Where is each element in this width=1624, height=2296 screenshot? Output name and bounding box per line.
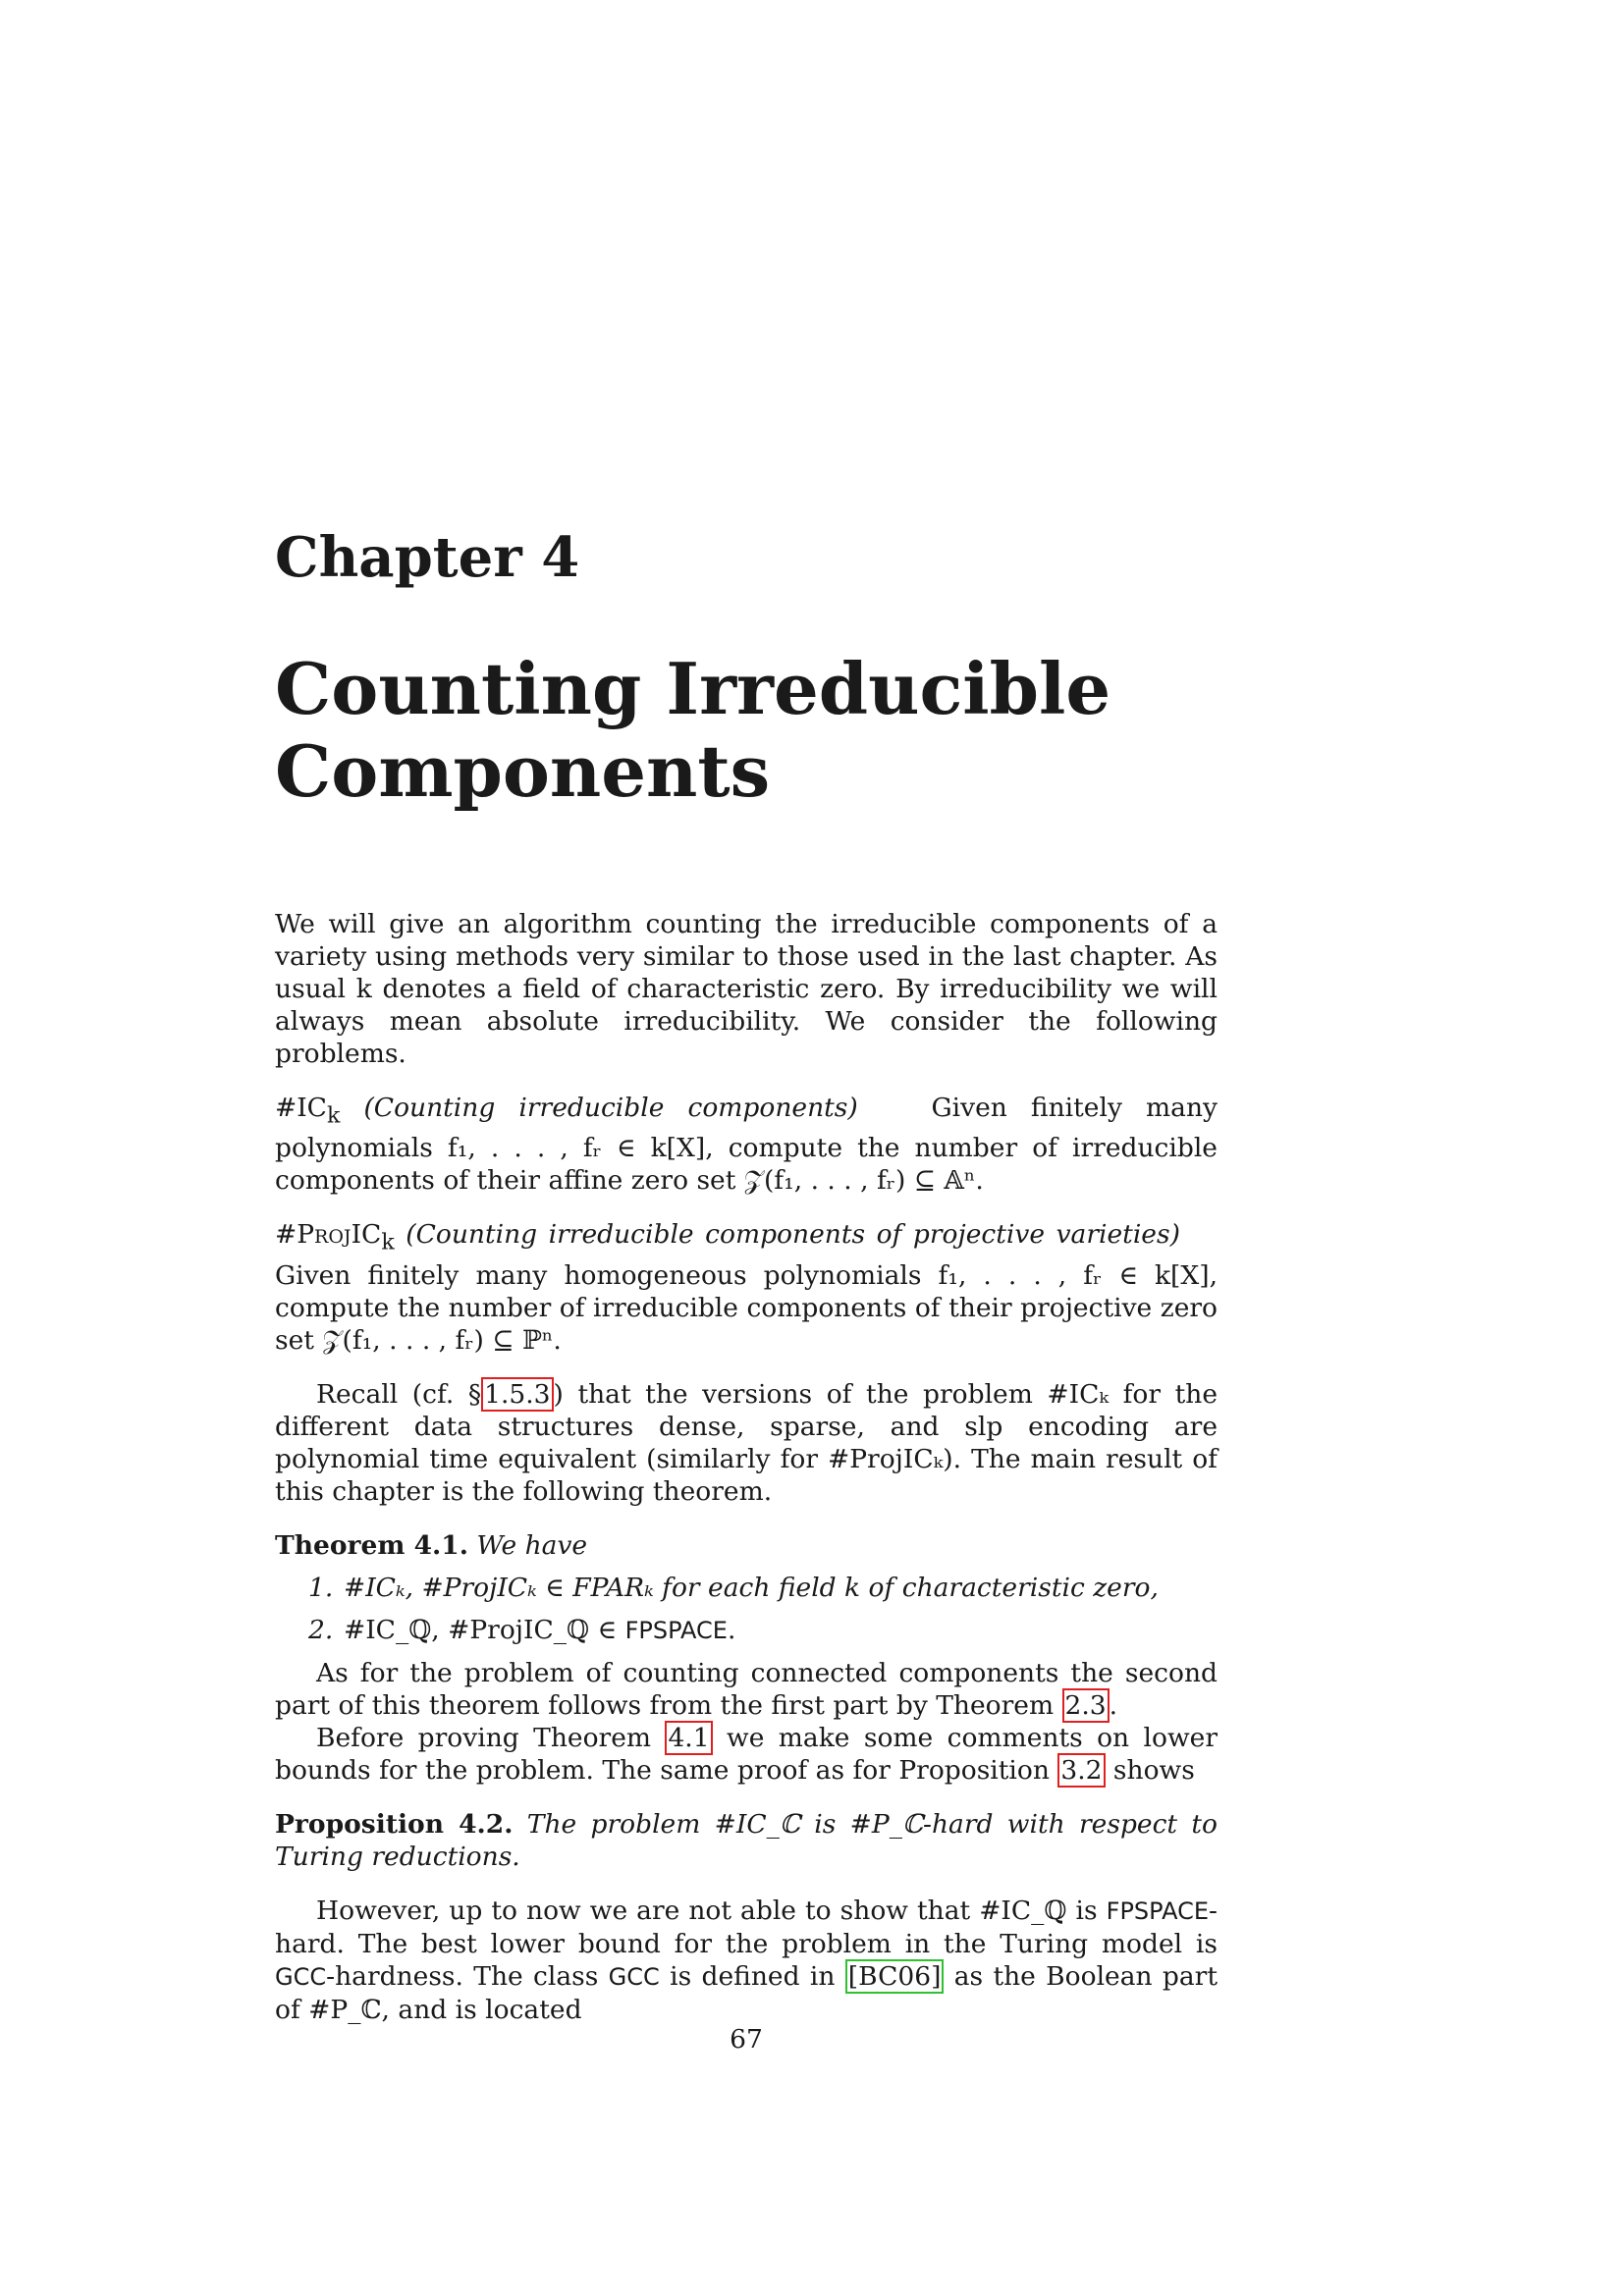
theorem-4-1 xyxy=(275,1529,1218,1562)
theorem-item-2: 2. #IC_ℚ, #ProjIC_ℚ ∈ FPSPACE. xyxy=(308,1614,736,1645)
intro-paragraph: We will give an algorithm counting the irreducible components of a variety using methods very similar to those used in the last chapter. As usual k denotes a field of characteristic zero. By irreducibility we will always mean absolute irreducibility. We consider the following problems. xyxy=(275,909,1218,1069)
problem-projic-text: Given finitely many homogeneous polynomials f₁, . . . , fᵣ ∈ k[X], compute the number of irreducible components of their projective zero set 𝒵(f₁, . . . , fᵣ) ⊆ ℙⁿ. xyxy=(275,1259,1218,1356)
section-ref-link[interactable]: 1.5.3 xyxy=(481,1377,553,1412)
chapter-title-line1: Counting Irreducible xyxy=(275,647,1111,730)
problem-ic xyxy=(275,1092,1218,1197)
problem-ic-name: $\#IC_k$ xyxy=(275,1093,341,1129)
theorem-4-1-link[interactable]: 4.1 xyxy=(665,1721,712,1755)
chapter-title xyxy=(275,648,1218,813)
citation-bc06-link[interactable]: [BC06] xyxy=(845,1959,945,1994)
recall-paragraph: Recall (cf. § 1.5.3 ) that the versions of the problem #ICₖ for the different data structures dense, sparse, and slp encoding are polynomial time equivalent (similarly for #ProjICₖ). The main result of this chapter is the following theorem. xyxy=(275,1378,1218,1507)
final-paragraph: However, up to now we are not able to show that #IC_ℚ is FPSPACE-hard. The best lower bound for the problem in the Turing model is GCC-hardness. The class GCC is defined in [BC06] as the Boolean part of #P_ℂ, and is located xyxy=(275,1895,1218,2025)
chapter-title-line2: Components xyxy=(275,729,771,813)
proposition-4-2 xyxy=(275,1808,1218,1873)
proposition-label: Proposition 4.2. xyxy=(275,1808,514,1840)
problem-projic-name: #ProjIC$_k$ xyxy=(275,1219,395,1255)
theorem-intro: We have xyxy=(476,1529,588,1561)
paragraph-before-proposition: Before proving Theorem 4.1 we make some comments on lower bounds for the problem. The same proof as for Proposition 3.2 shows xyxy=(275,1722,1218,1786)
theorem-label: Theorem 4.1. xyxy=(275,1529,468,1561)
problem-ic-text: Given finitely many polynomials f₁, . . . , fᵣ ∈ k[X], compute the number of irreducible components of their affine zero set 𝒵(f₁, . . . , fᵣ) ⊆ 𝔸ⁿ. xyxy=(275,1093,1218,1197)
theorem-item-1: 1. #ICₖ, #ProjICₖ ∈ FPARₖ for each field k of characteristic zero, xyxy=(308,1572,1159,1603)
problem-projic xyxy=(275,1218,1218,1356)
body-text xyxy=(275,908,1218,2026)
page-number: 67 xyxy=(730,2024,763,2055)
chapter-label: Chapter 4 xyxy=(275,525,580,590)
theorem-2-3-link[interactable]: 2.3 xyxy=(1062,1688,1110,1723)
proposition-3-2-link[interactable]: 3.2 xyxy=(1057,1753,1105,1788)
proposition-text: The problem #IC_ℂ is #P_ℂ-hard with respect to Turing reductions. xyxy=(275,1808,1218,1872)
problem-projic-title: (Counting irreducible components of projective varieties) xyxy=(406,1219,1180,1251)
paragraph-after-theorem: As for the problem of counting connected components the second part of this theorem follows from the first part by Theorem 2.3 . xyxy=(275,1657,1218,1721)
problem-ic-title: (Counting irreducible components) xyxy=(363,1093,858,1123)
